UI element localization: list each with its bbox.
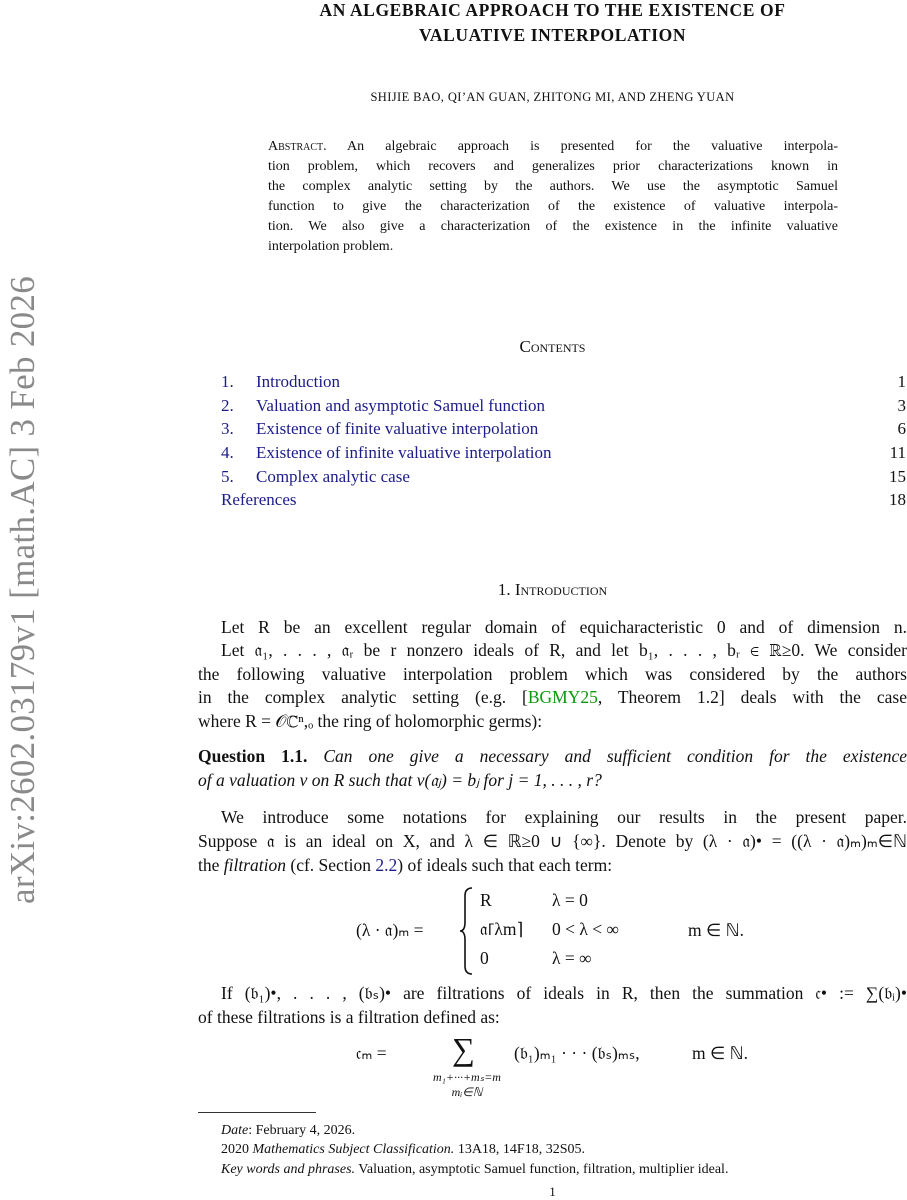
footnote-keywords: Key words and phrases. Valuation, asymptotic Samuel function, filtration, multiplier ideal. [221,1162,729,1177]
paragraph-line: the filtration (cf. Section 2.2) of ideals such that each term: [198,855,613,875]
paragraph-line: in the complex analytic setting (e.g. [BGMY25, Theorem 1.2] deals with the case [198,687,907,707]
paragraph-line: Suppose 𝔞 is an ideal on X, and λ ∈ ℝ≥0 ∪ {∞}. Denote by (λ · 𝔞)• = ((λ · 𝔞)ₘ)ₘ∈ℕ [198,831,907,851]
question-line: Question 1.1. Can one give a necessary and sufficient condition for the existence [198,746,907,766]
paper-title-line-1: AN ALGEBRAIC APPROACH TO THE EXISTENCE OF [319,0,786,20]
paragraph-line: If (𝔟₁)•, . . . , (𝔟ₛ)• are filtrations of ideals in R, then the summation 𝔠• := ∑(𝔟ᵢ)• [221,983,907,1003]
abstract-label: Abstract. [268,139,327,154]
paragraph-line: where R = 𝒪ℂⁿ,ₒ the ring of holomorphic germs): [198,711,543,731]
toc-item-complex[interactable]: 5. Complex analytic case 15 [221,467,906,486]
abstract-line: interpolation problem. [268,239,394,254]
page-number: 1 [549,1184,556,1199]
paragraph-line: of these filtrations is a filtration defined as: [198,1007,500,1027]
paragraph-line: Let 𝔞₁, . . . , 𝔞ᵣ be r nonzero ideals of R, and let b₁, . . . , bᵣ ∈ ℝ≥0. We consider [221,640,907,660]
citation-link[interactable]: BGMY25 [527,687,598,707]
footnote-date: Date: February 4, 2026. [221,1123,356,1138]
abstract-line: function to give the characterization of the existence of valuative interpola- [268,199,838,214]
left-brace-icon [458,886,474,976]
paper-title-line-2: VALUATIVE INTERPOLATION [418,25,687,45]
paragraph-line: the following valuative interpolation problem which was considered by the authors [198,664,907,684]
abstract-line: the complex analytic setting by the authors. We use the asymptotic Samuel [268,179,838,194]
toc-item-infinite[interactable]: 4. Existence of infinite valuative interpolation 11 [221,443,906,462]
toc-item-valuation[interactable]: 2. Valuation and asymptotic Samuel function 3 [221,396,906,415]
question-line: of a valuation v on R such that v(𝔞ⱼ) = bⱼ for j = 1, . . . , r? [198,770,602,790]
arxiv-side-stamp: arXiv:2602.03179v1 [math.AC] 3 Feb 2026 [3,275,42,905]
footnote-msc: 2020 Mathematics Subject Classification. 13A18, 14F18, 32S05. [221,1142,585,1157]
question-label: Question 1.1. [198,746,308,766]
toc-item-introduction[interactable]: 1. Introduction 1 [221,372,906,391]
section-heading: 1. Introduction [497,580,608,599]
paragraph-line: Let R be an excellent regular domain of equicharacteristic 0 and of dimension n. [221,617,907,637]
section-link[interactable]: 2.2 [375,855,398,875]
abstract-line: Abstract. An algebraic approach is presented for the valuative interpola- [268,139,838,154]
abstract-line: tion. We also give a characterization of the existence in the infinite valuative [268,219,838,234]
toc-item-references[interactable]: References 18 [221,490,906,509]
footnote-rule [198,1112,316,1113]
authors: SHIJIE BAO, QI’AN GUAN, ZHITONG MI, AND ZHENG YUAN [370,90,735,104]
abstract-line: tion problem, which recovers and generalizes prior characterizations known in [268,159,838,174]
contents-heading: Contents [519,337,586,356]
paragraph-line: We introduce some notations for explaining our results in the present paper. [221,807,907,827]
toc-item-finite[interactable]: 3. Existence of finite valuative interpolation 6 [221,419,906,438]
